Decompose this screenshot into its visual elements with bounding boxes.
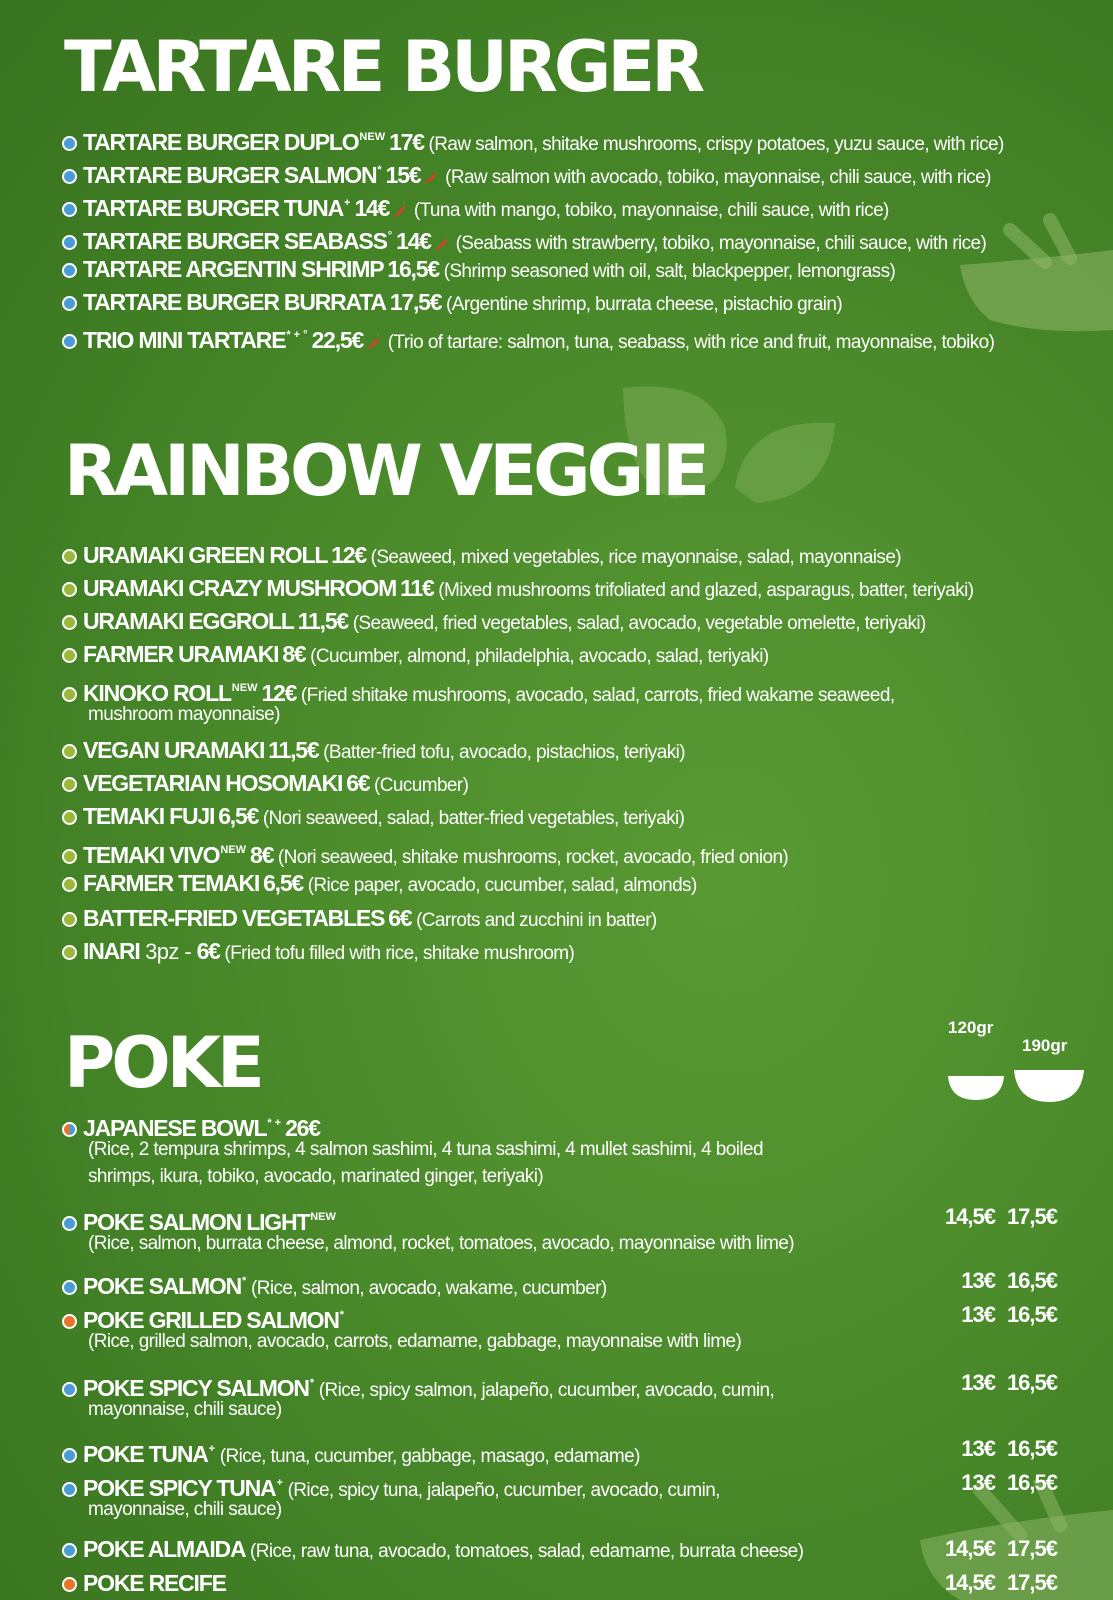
item-name: POKE SALMON LIGHT <box>83 1209 310 1235</box>
price-small: 14,5€ <box>944 1536 995 1561</box>
item-price: 26€ <box>285 1115 320 1141</box>
price-large: 17,5€ <box>1006 1570 1057 1595</box>
price-small: 13€ <box>961 1436 995 1461</box>
item-size-prices <box>933 1470 1057 1496</box>
item-price: 11,5€ <box>268 737 319 763</box>
price-large: 17,5€ <box>1006 1536 1057 1561</box>
menu-item <box>62 190 889 224</box>
item-price: 17,5€ <box>389 289 442 315</box>
menu-item <box>62 737 685 766</box>
menu-item <box>62 322 994 356</box>
item-description: (Nori seaweed, salad, batter-fried vegetables, teriyaki) <box>258 808 685 829</box>
item-description-continued: (Rice, salmon, burrata cheese, almond, rocket, tomatoes, avocado, mayonnaise with lime) <box>88 1233 795 1254</box>
item-price: 6€ <box>196 938 220 964</box>
bullet-dot-icon <box>62 1482 77 1497</box>
size-small-label: 120gr <box>948 1018 994 1037</box>
menu-item <box>62 905 657 934</box>
menu-item <box>62 1536 803 1565</box>
item-size-prices <box>933 1370 1057 1396</box>
item-description: (Fried tofu filled with rice, shitake mushroom) <box>219 943 575 964</box>
bullet-dot-icon <box>62 334 77 349</box>
bullet-dot-icon <box>62 1382 77 1397</box>
bullet-dot-icon <box>62 582 77 597</box>
item-name: POKE TUNA <box>83 1441 208 1467</box>
item-description: (Rice, raw tuna, avocado, tomatoes, salad, edamame, burrata cheese) <box>245 1541 804 1562</box>
bullet-dot-icon <box>62 1543 77 1558</box>
item-name: TARTARE BURGER DUPLO <box>83 129 359 155</box>
item-size-prices <box>933 1436 1057 1462</box>
price-large: 17,5€ <box>1006 1204 1057 1229</box>
bullet-dot-icon <box>62 263 77 278</box>
bullet-dot-icon <box>62 136 77 151</box>
item-description: (Seaweed, mixed vegetables, rice mayonnaise, salad, mayonnaise) <box>365 547 902 568</box>
menu-item <box>62 124 1004 158</box>
item-description-continued: mayonnaise, chili sauce) <box>88 1399 282 1420</box>
item-price: 6€ <box>346 770 370 796</box>
item-mark: * <box>242 1275 247 1287</box>
bullet-dot-icon <box>62 615 77 630</box>
item-description: (Raw salmon with avocado, tobiko, mayonnaise, chili sauce, with rice) <box>440 167 991 188</box>
item-mark: * <box>309 1377 315 1389</box>
price-small: 13€ <box>961 1302 995 1327</box>
bullet-dot-icon <box>62 235 77 250</box>
item-mark: * <box>377 164 382 176</box>
menu-item <box>62 1436 640 1470</box>
item-name: VEGAN URAMAKI <box>83 737 265 763</box>
item-name: POKE ALMAIDA <box>83 1536 246 1562</box>
bullet-dot-icon <box>62 1314 77 1329</box>
item-mark: NEW <box>310 1211 336 1223</box>
item-mark: NEW <box>220 844 246 856</box>
item-mark: * <box>339 1309 345 1321</box>
item-name: TARTARE BURGER TUNA <box>83 195 343 221</box>
item-name: TARTARE ARGENTIN SHRIMP <box>83 256 384 282</box>
menu-item <box>62 837 788 871</box>
item-mark: ° <box>387 230 393 242</box>
item-name: URAMAKI EGGROLL <box>83 608 294 634</box>
price-large: 16,5€ <box>1006 1268 1057 1293</box>
bullet-dot-icon <box>62 1448 77 1463</box>
menu-item <box>62 803 684 832</box>
item-price: 15€ <box>385 162 421 188</box>
bullet-dot-icon <box>62 296 77 311</box>
price-small: 13€ <box>961 1268 995 1293</box>
item-price: 8€ <box>249 842 274 868</box>
item-mark: + <box>276 1477 283 1489</box>
item-name: POKE GRILLED SALMON <box>83 1307 339 1333</box>
section-title-poke: POKE <box>64 1022 261 1104</box>
price-small: 14,5€ <box>944 1570 995 1595</box>
item-name: TARTARE BURGER SALMON <box>83 162 377 188</box>
bowl-small-icon <box>948 1074 1004 1102</box>
price-small: 13€ <box>961 1370 995 1395</box>
item-description-continued: (Rice, grilled salmon, avocado, carrots, edamame, gabbage, mayonnaise with lime) <box>88 1331 742 1352</box>
menu-item <box>62 256 895 285</box>
bullet-dot-icon <box>62 777 77 792</box>
item-price: 12€ <box>331 542 366 568</box>
item-description-continued: mushroom mayonnaise) <box>88 704 280 725</box>
item-mark: + <box>344 197 351 209</box>
bullet-dot-icon <box>62 169 77 184</box>
menu-item <box>62 223 986 257</box>
chili-pepper-icon <box>434 235 448 251</box>
item-name: POKE SALMON <box>83 1273 242 1299</box>
item-mark: * + <box>267 1117 282 1129</box>
item-description: (Seaweed, fried vegetables, salad, avocado, vegetable omelette, teriyaki) <box>348 613 926 634</box>
item-description-continued: (Rice, 2 tempura shrimps, 4 salmon sashimi, 4 tuna sashimi, 4 mullet sashimi, 4 boiled <box>88 1139 763 1160</box>
item-name: TEMAKI VIVO <box>83 842 220 868</box>
item-mark: * + ° <box>286 329 308 341</box>
bullet-dot-icon <box>62 687 77 702</box>
item-name: INARI <box>83 938 140 964</box>
item-description-continued: shrimps, ikura, tobiko, avocado, marinated ginger, teriyaki) <box>88 1166 544 1187</box>
item-name: FARMER URAMAKI <box>83 641 279 667</box>
item-name: TRIO MINI TARTARE <box>83 327 286 353</box>
bullet-dot-icon <box>62 877 77 892</box>
item-mark: NEW <box>231 682 258 694</box>
item-description: (Mixed mushrooms trifoliated and glazed, asparagus, batter, teriyaki) <box>433 580 974 601</box>
price-large: 16,5€ <box>1006 1436 1057 1461</box>
menu-item <box>62 289 842 318</box>
item-description: (Fried shitake mushrooms, avocado, salad, carrots, fried wakame seaweed, <box>296 685 895 706</box>
item-name: TARTARE BURGER BURRATA <box>83 289 386 315</box>
item-price: 14€ <box>354 195 390 221</box>
item-mark: + <box>208 1443 216 1455</box>
item-price: 12€ <box>261 680 297 706</box>
item-price: 6,5€ <box>218 803 259 829</box>
price-large: 16,5€ <box>1006 1370 1057 1395</box>
price-large: 16,5€ <box>1006 1302 1057 1327</box>
item-description: (Cucumber, almond, philadelphia, avocado, salad, teriyaki) <box>305 646 769 667</box>
item-name: JAPANESE BOWL <box>83 1115 267 1141</box>
item-description: (Raw salmon, shitake mushrooms, crispy potatoes, yuzu sauce, with rice) <box>423 134 1004 155</box>
menu-item <box>62 157 991 191</box>
bullet-dot-icon <box>62 810 77 825</box>
item-name: POKE SPICY TUNA <box>83 1475 276 1501</box>
item-price: 8€ <box>282 641 306 667</box>
bullet-dot-icon <box>62 744 77 759</box>
item-size-prices <box>933 1570 1057 1596</box>
item-price: 14€ <box>396 228 431 254</box>
item-name: BATTER-FRIED VEGETABLES <box>83 905 385 931</box>
item-price: 6€ <box>388 905 412 931</box>
item-description: (Rice, tuna, cucumber, gabbage, masago, edamame) <box>215 1446 640 1467</box>
item-description: (Rice, salmon, avocado, wakame, cucumber) <box>246 1278 607 1299</box>
item-size-prices <box>933 1204 1057 1230</box>
bullet-dot-icon <box>62 1122 77 1137</box>
menu-item <box>62 542 901 571</box>
bullet-dot-icon <box>62 945 77 960</box>
item-price: 11€ <box>400 575 434 601</box>
menu-item <box>62 938 574 967</box>
item-description: (Rice, spicy salmon, jalapeño, cucumber, avocado, cumin, <box>314 1380 775 1401</box>
item-name: POKE RECIFE <box>83 1570 226 1596</box>
item-description-continued: mayonnaise, chili sauce) <box>88 1499 282 1520</box>
item-description: (Rice paper, avocado, cucumber, salad, almonds) <box>303 875 697 896</box>
item-name: URAMAKI CRAZY MUSHROOM <box>83 575 397 601</box>
bullet-dot-icon <box>62 202 77 217</box>
menu-item <box>62 575 973 604</box>
item-price: 11,5€ <box>297 608 349 634</box>
menu-item <box>62 770 468 799</box>
section-title-veggie: RAINBOW VEGGIE <box>64 430 706 512</box>
item-size-prices <box>933 1268 1057 1294</box>
price-small: 14,5€ <box>944 1204 995 1229</box>
chili-pepper-icon <box>423 169 437 185</box>
item-description: (Seabass with strawberry, tobiko, mayonnaise, chili sauce, with rice) <box>450 233 987 254</box>
item-mark: NEW <box>359 131 386 143</box>
bullet-dot-icon <box>62 648 77 663</box>
chili-pepper-icon <box>392 202 406 218</box>
item-name: FARMER TEMAKI <box>83 870 260 896</box>
size-large-label: 190gr <box>1022 1036 1068 1055</box>
item-name: KINOKO ROLL <box>83 680 231 706</box>
item-description: (Tuna with mango, tobiko, mayonnaise, chili sauce, with rice) <box>409 200 889 221</box>
menu-item <box>62 1570 226 1598</box>
bullet-dot-icon <box>62 549 77 564</box>
menu-item <box>62 641 769 670</box>
bullet-dot-icon <box>62 1577 77 1592</box>
item-size-prices <box>933 1536 1057 1562</box>
item-description: (Carrots and zucchini in batter) <box>411 910 657 931</box>
item-description: (Trio of tartare: salmon, tuna, seabass, with rice and fruit, mayonnaise, tobiko) <box>383 332 995 353</box>
item-price: 6,5€ <box>263 870 304 896</box>
item-size-prices <box>933 1302 1057 1328</box>
menu-item <box>62 608 926 637</box>
bullet-dot-icon <box>62 912 77 927</box>
item-description: (Argentine shrimp, burrata cheese, pistachio grain) <box>441 294 843 315</box>
item-description: (Cucumber) <box>369 775 469 796</box>
bullet-dot-icon <box>62 849 77 864</box>
price-small: 13€ <box>961 1470 995 1495</box>
item-price: 16,5€ <box>387 256 439 282</box>
item-description: (Shrimp seasoned with oil, salt, blackpepper, lemongrass) <box>438 261 896 282</box>
item-name: URAMAKI GREEN ROLL <box>83 542 328 568</box>
item-name: VEGETARIAN HOSOMAKI <box>83 770 343 796</box>
item-description: (Batter-fried tofu, avocado, pistachios, teriyaki) <box>318 742 685 763</box>
item-description: (Nori seaweed, shitake mushrooms, rocket, avocado, fried onion) <box>273 847 789 868</box>
item-name: TARTARE BURGER SEABASS <box>83 228 387 254</box>
menu-item <box>62 870 697 899</box>
item-quantity: 3pz - <box>139 939 197 964</box>
bowl-large-icon <box>1014 1068 1084 1104</box>
price-large: 16,5€ <box>1006 1470 1057 1495</box>
bullet-dot-icon <box>62 1280 77 1295</box>
chili-pepper-icon <box>366 334 380 350</box>
menu-item <box>62 1268 607 1302</box>
item-description: (Rice, spicy tuna, jalapeño, cucumber, avocado, cumin, <box>282 1480 720 1501</box>
bullet-dot-icon <box>62 1216 77 1231</box>
item-price: 22,5€ <box>311 327 364 353</box>
section-title-tartare: TARTARE BURGER <box>64 26 702 108</box>
item-name: POKE SPICY SALMON <box>83 1375 309 1401</box>
item-price: 17€ <box>389 129 424 155</box>
item-name: TEMAKI FUJI <box>83 803 215 829</box>
